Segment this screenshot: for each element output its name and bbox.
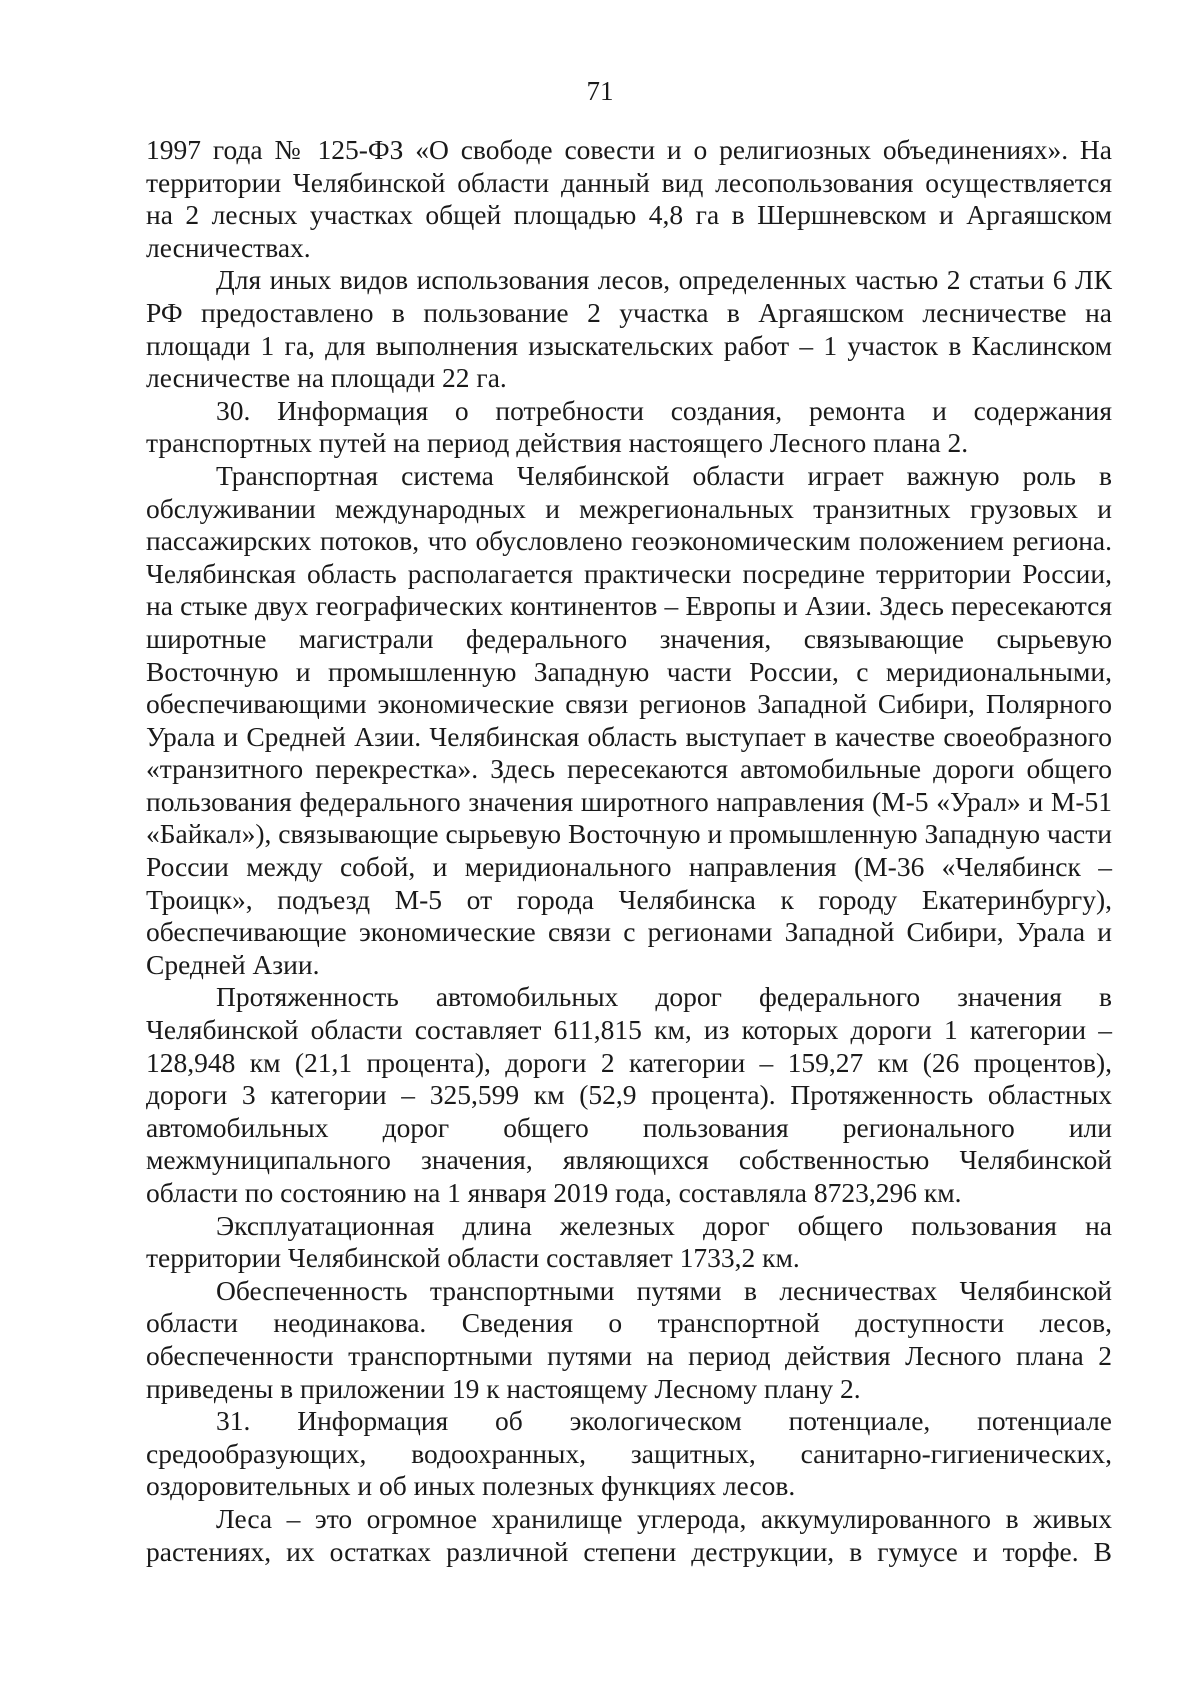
paragraph-transport-provision: Обеспеченность транспортными путями в лесничествах Челябинской области неодинакова. Сведения о транспортной доступности лесов, обеспеченности транспортными путями на период действия Лесного плана 2 приведены в приложении 19 к настоящему Лесному плану 2. [146,1274,1112,1404]
section-30-heading: 30. Информация о потребности создания, ремонта и содержания транспортных путей на период действия настоящего Лесного плана 2. [146,394,1112,459]
paragraph-religious-use: 1997 года № 125-ФЗ «О свободе совести и о религиозных объединениях». На территории Челябинской области данный вид лесопользования осуществляется на 2 лесных участках общей площадью 4,8 га в Шершневском и Аргаяшском лесничествах. [146,134,1112,263]
paragraph-carbon-storage: Леса – это огромное хранилище углерода, аккумулированного в живых растениях, их остатках различной степени деструкции, в гумусе и торфе. В [146,1502,1112,1567]
page-number: 71 [586,76,614,106]
section-31-heading: 31. Информация об экологическом потенциале, потенциале средообразующих, водоохранных, защитных, санитарно-гигиенических, оздоровительных и об иных полезных функциях лесов. [146,1405,1112,1502]
document-body [146,134,1112,1568]
paragraph-transport-system: Транспортная система Челябинской области играет важную роль в обслуживании международных и межрегиональных транзитных грузовых и пассажирских потоков, что обусловлено геоэкономическим положением региона. Челябинская область располагается практически посредине территории России, на стыке двух географических континентов – Европы и Азии. Здесь пересекаются широтные магистрали федерального значения, связывающие сырьевую Восточную и промышленную Западную части России, с меридиональными, обеспечивающими экономические связи регионов Западной Сибири, Полярного Урала и Средней Азии. Челябинская область выступает в качестве своеобразного «транзитного перекрестка». Здесь пересекаются автомобильные дороги общего пользования федерального значения широтного направления (М-5 «Урал» и М-51 «Байкал»), связывающие сырьевую Восточную и промышленную Западную части России между собой, и меридионального направления (М-36 «Челябинск – Троицк», подъезд М-5 от города Челябинска к городу Екатеринбургу), обеспечивающие экономические связи с регионами Западной Сибири, Урала и Средней Азии. [146,459,1112,980]
paragraph-road-lengths: Протяженность автомобильных дорог федерального значения в Челябинской области составляет 611,815 км, из которых дороги 1 категории – 128,948 км (21,1 процента), дороги 2 категории – 159,27 км (26 процентов), дороги 3 категории – 325,599 км (52,9 процента). Протяженность областных автомобильных дорог общего пользования регионального или межмуниципального значения, являющихся собственностью Челябинской области по состоянию на 1 января 2019 года, составляла 8723,296 км. [146,981,1112,1208]
paragraph-other-forest-uses: Для иных видов использования лесов, определенных частью 2 статьи 6 ЛК РФ предоставлено в пользование 2 участка в Аргаяшском лесничестве на площади 1 га, для выполнения изыскательских работ – 1 участок в Каслинском лесничестве на площади 22 га. [146,264,1112,394]
paragraph-railways: Эксплуатационная длина железных дорог общего пользования на территории Челябинской области составляет 1733,2 км. [146,1209,1112,1274]
